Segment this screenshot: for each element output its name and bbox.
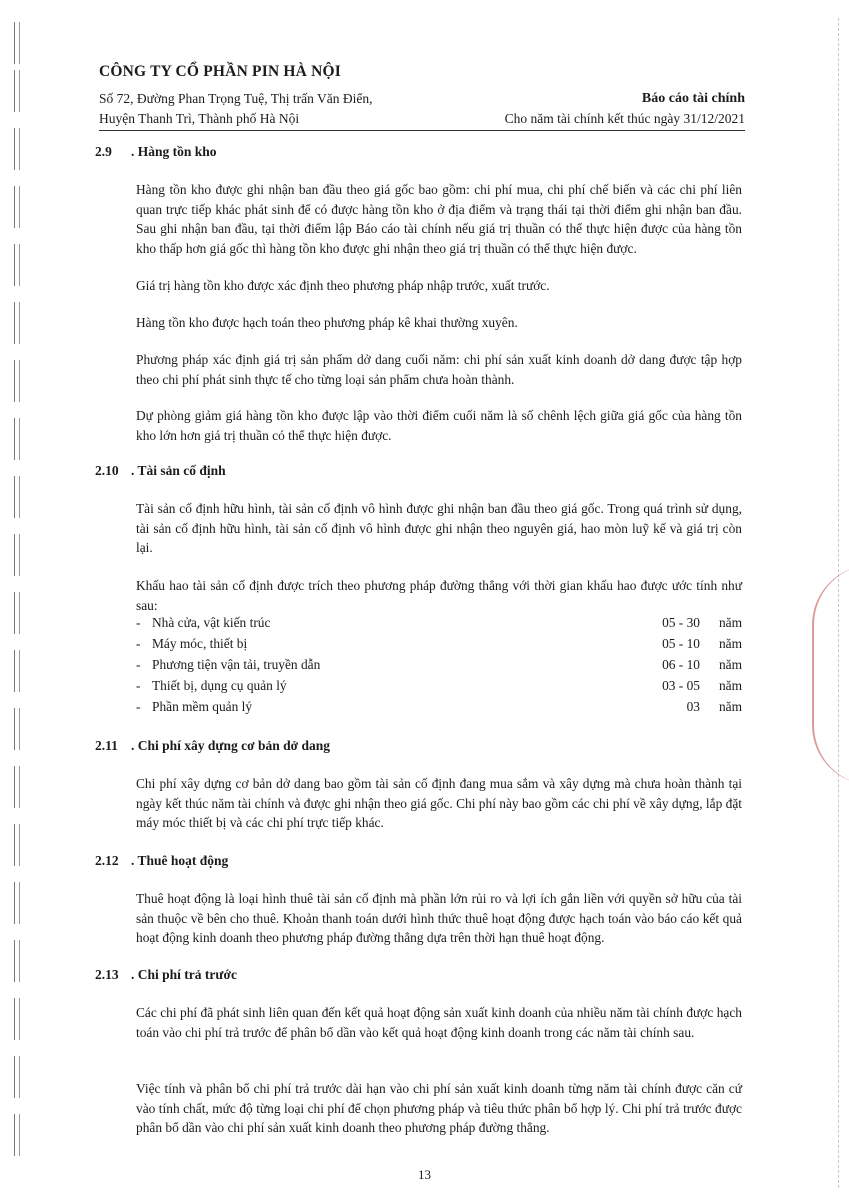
section-number: 2.9 [95,144,112,159]
list-dash: - [136,615,141,630]
useful-life-unit: năm [718,678,742,693]
section-heading-leases [95,853,228,869]
report-period: Cho năm tài chính kết thúc ngày 31/12/2021 [504,111,745,126]
seal-stamp [812,565,849,785]
useful-life-range: 05 - 30 [662,615,700,630]
binder-mark [14,766,20,808]
useful-life-range: 03 - 05 [662,678,700,693]
binder-mark [14,360,20,402]
useful-life-unit: năm [718,657,742,672]
list-dash: - [136,699,141,714]
binder-mark [14,708,20,750]
paragraph: Khấu hao tài sản cố định được trích theo phương pháp đường thẳng với thời gian khấu hao được ước tính như sau: [136,578,742,613]
paragraph: Tài sản cố định hữu hình, tài sản cố định vô hình được ghi nhận ban đầu theo giá gốc. Trong quá trình sử dụng, tài sản cố định hữu hình, tài sản cố định vô hình được ghi nhận theo nguyên giá, hao mòn luỹ kế và giá trị còn lại. [136,501,742,556]
useful-life-range: 06 - 10 [662,657,700,672]
binder-mark [14,592,20,634]
binder-mark [14,302,20,344]
binder-mark [14,128,20,170]
list-dash: - [136,678,141,693]
useful-life-unit: năm [718,615,742,630]
asset-category: Nhà cửa, vật kiến trúc [152,615,271,630]
binder-mark [14,650,20,692]
depreciation-row [136,699,742,719]
section-title: . Thuê hoạt động [131,853,229,868]
paragraph: Hàng tồn kho được hạch toán theo phương pháp kê khai thường xuyên. [136,315,518,330]
asset-category: Máy móc, thiết bị [152,636,248,651]
binder-mark [14,476,20,518]
depreciation-row [136,678,742,698]
section-number: 2.13 [95,967,119,982]
binder-mark [14,534,20,576]
paragraph: Dự phòng giảm giá hàng tồn kho được lập vào thời điểm cuối năm là số chênh lệch giữa giá gốc của hàng tồn kho lớn hơn giá trị thuần có thể thực hiện được. [136,408,742,443]
section-heading-construction [95,738,330,754]
paragraph: Chi phí xây dựng cơ bản dở dang bao gồm tài sản cố định đang mua sắm và xây dựng mà chưa hoàn thành tại ngày kết thúc năm tài chính và được ghi nhận theo giá gốc. Chi phí này bao gồm các chi phí về xây dựng, lắp đặt máy móc thiết bị và các chi phí trực tiếp khác. [136,776,742,831]
paragraph: Hàng tồn kho được ghi nhận ban đầu theo giá gốc bao gồm: chi phí mua, chi phí chế biến và các chi phí liên quan trực tiếp khác phát sinh để có được hàng tồn kho ở địa điểm và trạng thái tại thời điểm ghi nhận ban đầu. Sau ghi nhận ban đầu, tại thời điểm lập Báo cáo tài chính nếu giá trị thuần có thể thực hiện được của hàng tồn kho thấp hơn giá gốc thì hàng tồn kho được ghi nhận theo giá trị thuần có thể thực hiện được. [136,182,742,256]
asset-category: Phương tiện vận tải, truyền dẫn [152,657,321,672]
binder-mark [14,1114,20,1156]
binder-mark [14,418,20,460]
list-dash: - [136,636,141,651]
section-number: 2.10 [95,463,119,478]
depreciation-row [136,615,742,635]
address-line-1: Số 72, Đường Phan Trọng Tuệ, Thị trấn Văn Điển, [99,91,373,106]
paragraph: Thuê hoạt động là loại hình thuê tài sản cố định mà phần lớn rủi ro và lợi ích gắn liền với quyền sở hữu của tài sản thuộc về bên cho thuê. Khoản thanh toán dưới hình thức thuê hoạt động được hạch toán vào báo cáo kết quả hoạt động kinh doanh theo phương pháp đường thẳng dựa trên thời hạn thuê hoạt động. [136,891,742,946]
useful-life-range: 05 - 10 [662,636,700,651]
depreciation-row [136,636,742,656]
binder-mark [14,940,20,982]
depreciation-row [136,657,742,677]
list-dash: - [136,657,141,672]
section-title: . Tài sản cố định [131,463,226,478]
section-heading-inventory [95,144,217,160]
useful-life-unit: năm [718,699,742,714]
binder-mark [14,1056,20,1098]
section-title: . Chi phí xây dựng cơ bản dở dang [131,738,330,753]
report-title: Báo cáo tài chính [641,91,745,106]
header-divider [99,130,745,131]
paragraph: Giá trị hàng tồn kho được xác định theo phương pháp nhập trước, xuất trước. [136,278,550,293]
asset-category: Thiết bị, dụng cụ quản lý [152,678,287,693]
section-number: 2.11 [95,738,118,753]
company-name: CÔNG TY CỔ PHẦN PIN HÀ NỘI [99,63,342,80]
address-line-2: Huyện Thanh Trì, Thành phố Hà Nội [99,111,300,126]
useful-life-unit: năm [718,636,742,651]
binder-mark [14,882,20,924]
paragraph: Phương pháp xác định giá trị sản phẩm dở dang cuối năm: chi phí sản xuất kinh doanh dở dang được tập hợp theo chi phí phát sinh thực tế cho từng loại sản phẩm chưa hoàn thành. [136,352,742,387]
binder-mark [14,824,20,866]
section-heading-prepaid [95,967,237,983]
section-heading-fixed-assets [95,463,226,479]
binder-mark [14,186,20,228]
section-number: 2.12 [95,853,119,868]
paragraph: Các chi phí đã phát sinh liên quan đến kết quả hoạt động sản xuất kinh doanh của nhiều năm tài chính được hạch toán vào chi phí trả trước để phân bổ dần vào kết quả hoạt động kinh doanh trong các năm tài chính sau. [136,1005,742,1040]
page-number: 13 [418,1167,431,1182]
binder-mark [14,998,20,1040]
useful-life-range: 03 [686,699,700,714]
paragraph: Việc tính và phân bổ chi phí trả trước dài hạn vào chi phí sản xuất kinh doanh từng năm tài chính được căn cứ vào tính chất, mức độ từng loại chi phí để chọn phương pháp và tiêu thức phân bổ hợp lý. Chi phí trả trước được phân bổ dần vào chi phí sản xuất kinh doanh theo phương pháp đường thẳng. [136,1081,742,1136]
asset-category: Phần mềm quản lý [152,699,253,714]
binder-mark [14,244,20,286]
binder-mark [14,70,20,112]
section-title: . Hàng tồn kho [131,144,217,159]
section-title: . Chi phí trả trước [131,967,237,982]
binder-mark [14,22,20,64]
